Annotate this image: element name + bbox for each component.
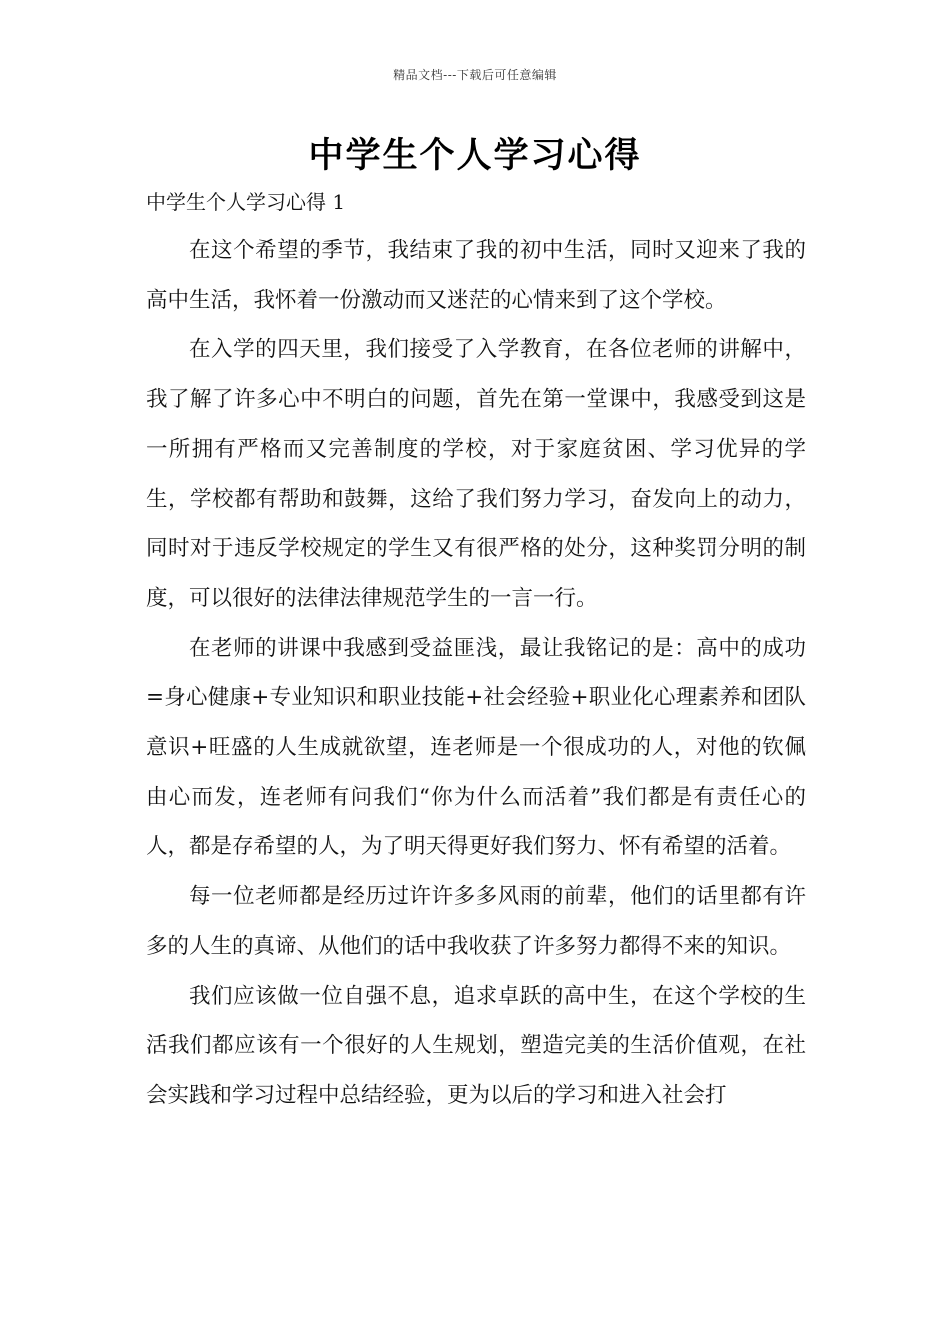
paragraph: 每一位老师都是经历过许许多多风雨的前辈，他们的话里都有许多的人生的真谛、从他们的话中我收获了许多努力都得不来的知识。	[146, 884, 806, 959]
paragraph: 在入学的四天里，我们接受了入学教育，在各位老师的讲解中，我了解了许多心中不明白的问题，首先在第一堂课中，我感受到这是一所拥有严格而又完善制度的学校，对于家庭贫困、学习优异的学生，学校都有帮助和鼓舞，这给了我们努力学习，奋发向上的动力，同时对于违反学校规定的学生又有很严格的处分，这种奖罚分明的制度，可以很好的法律法律规范学生的一言一行。	[146, 337, 806, 611]
paragraph: 在这个希望的季节，我结束了我的初中生活，同时又迎来了我的高中生活，我怀着一份激动而又迷茫的心情来到了这个学校。	[146, 238, 806, 313]
header-note: 精品文档---下载后可任意编辑	[393, 68, 557, 82]
section-heading: 中学生个人学习心得 1	[146, 190, 346, 214]
paragraph: 我们应该做一位自强不息，追求卓跃的高中生，在这个学校的生活我们都应该有一个很好的人生规划，塑造完美的生活价值观，在社会实践和学习过程中总结经验，更为以后的学习和进入社会打	[146, 983, 806, 1108]
document-body	[146, 226, 806, 1121]
paragraph: 在老师的讲课中我感到受益匪浅，最让我铭记的是：高中的成功=身心健康+专业知识和职业技能+社会经验+职业化心理素养和团队意识+旺盛的人生成就欲望，连老师是一个很成功的人，对他的钦佩由心而发，连老师有问我们“你为什么而活着”我们都是有责任心的人，都是存希望的人，为了明天得更好我们努力、怀有希望的活着。	[146, 635, 806, 860]
document-title: 中学生个人学习心得	[308, 135, 642, 176]
